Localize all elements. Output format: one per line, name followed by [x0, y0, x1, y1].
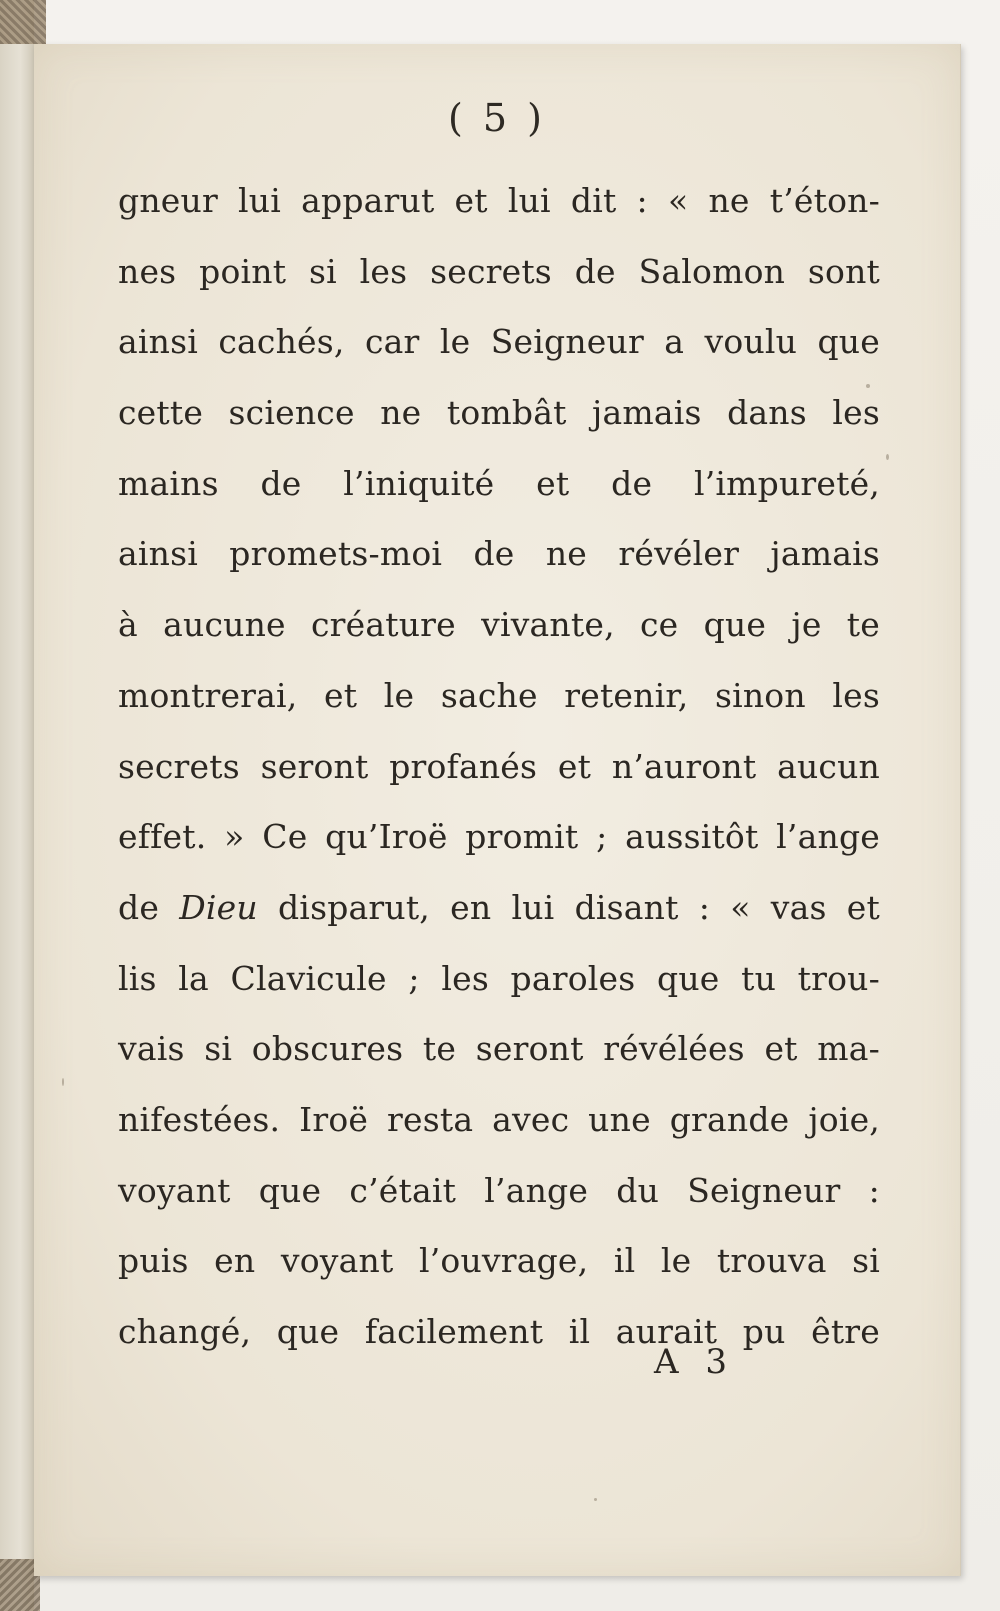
text-line: effet. » Ce qu’Iroë promit ; aussitôt l’ange: [118, 817, 880, 857]
text-line: ainsi promets-moi de ne révéler jamais: [118, 534, 880, 574]
text-line: voyant que c’était l’ange du Seigneur :: [118, 1170, 880, 1210]
text-line: vais si obscures te seront révélées et ma-: [118, 1029, 880, 1069]
italic-word: Dieu: [179, 887, 258, 927]
text-line: cette science ne tombât jamais dans les: [118, 393, 880, 433]
text-line-with-italic: [118, 873, 880, 944]
text-line: nes point si les secrets de Salomon sont: [118, 251, 880, 291]
text-line: à aucune créature vivante, ce que je te: [118, 605, 880, 645]
text-line: lis la Clavicule ; les paroles que tu trou-: [118, 958, 880, 998]
text-line: puis en voyant l’ouvrage, il le trouva si: [118, 1241, 880, 1281]
body-text: [118, 166, 880, 1368]
text-line: montrerai, et le sache retenir, sinon les: [118, 675, 880, 715]
book-page: [34, 44, 961, 1576]
text-line: changé, que facilement il aurait pu être: [118, 1312, 880, 1351]
paper-speck: [886, 454, 889, 460]
paper-speck: [62, 1078, 64, 1086]
signature-mark: A 3: [654, 1342, 735, 1382]
line-lead-text: de: [118, 887, 180, 927]
page-number: ( 5 ): [448, 96, 546, 140]
text-line: nifestées. Iroë resta avec une grande joie,: [118, 1099, 880, 1139]
text-line: ainsi cachés, car le Seigneur a voulu que: [118, 322, 880, 362]
paper-speck: [594, 1498, 597, 1501]
book-binding-edge: [0, 0, 34, 1611]
text-line: mains de l’iniquité et de l’impureté,: [118, 463, 880, 503]
line-rest-text: disparut, en lui disant : « vas et: [257, 887, 880, 927]
text-line: secrets seront profanés et n’auront aucun: [118, 746, 880, 786]
binding-cloth-top: [0, 0, 46, 44]
paper-speck: [866, 384, 870, 388]
text-line: gneur lui apparut et lui dit : « ne t’éton-: [118, 181, 880, 220]
